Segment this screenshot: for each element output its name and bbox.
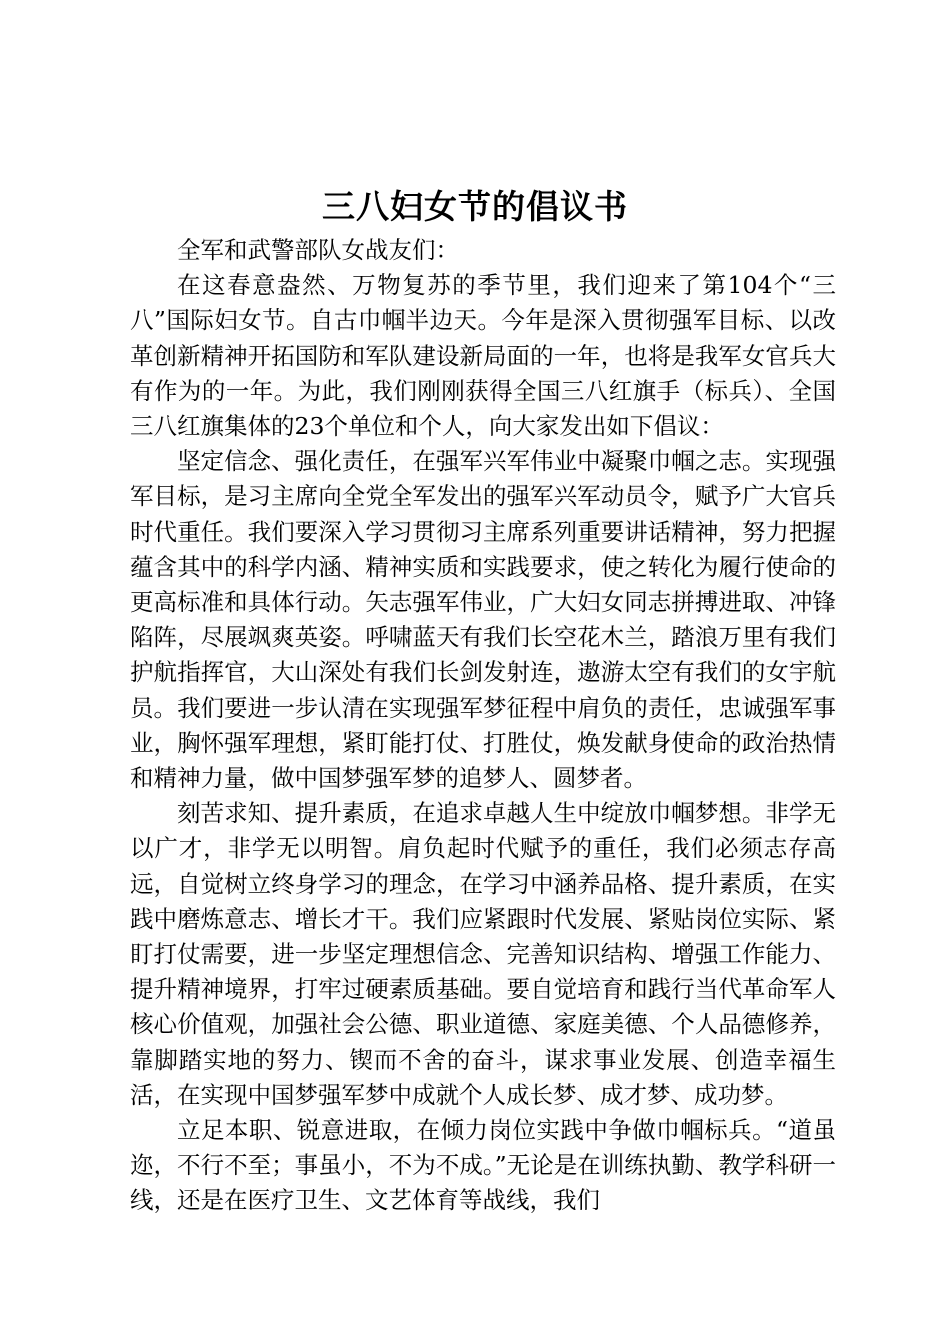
document-title: 三八妇女节的倡议书	[322, 187, 628, 226]
salutation: 全军和武警部队女战友们：	[177, 236, 459, 264]
document-body	[130, 233, 836, 1219]
paragraph-study: 刻苦求知、提升素质，在追求卓越人生中绽放巾帼梦想。非学无以广才，非学无以明智。肩负起时代赋予的重任，我们必须志存高远，自觉树立终身学习的理念，在学习中涵养品格、提升素质，在实践中磨炼意志、增长才干。我们应紧跟时代发展、紧贴岗位实际、紧盯打仗需要，进一步坚定理想信念、完善知识结构、增强工作能力、提升精神境界，打牢过硬素质基础。要自觉培育和践行当代革命军人核心价值观，加强社会公德、职业道德、家庭美德、个人品德修养，靠脚踏实地的努力、锲而不舍的奋斗，谋求事业发展、创造幸福生活，在实现中国梦强军梦中成就个人成长梦、成才梦、成功梦。	[130, 799, 836, 1109]
paragraph-belief: 坚定信念、强化责任，在强军兴军伟业中凝聚巾帼之志。实现强军目标，是习主席向全党全军发出的强军兴军动员令，赋予广大官兵时代重任。我们要深入学习贯彻习主席系列重要讲话精神，努力把握蕴含其中的科学内涵、精神实质和实践要求，使之转化为履行使命的更高标准和具体行动。矢志强军伟业，广大妇女同志拼搏进取、冲锋陷阵，尽展飒爽英姿。呼啸蓝天有我们长空花木兰，踏浪万里有我们护航指挥官，大山深处有我们长剑发射连，遨游太空有我们的女宇航员。我们要进一步认清在实现强军梦征程中肩负的责任，忠诚强军事业，胸怀强军理想，紧盯能打仗、打胜仗，焕发献身使命的政治热情和精神力量，做中国梦强军梦的追梦人、圆梦者。	[130, 447, 836, 793]
paragraph-intro: 在这春意盎然、万物复苏的季节里，我们迎来了第104个“三八”国际妇女节。自古巾帼半边天。今年是深入贯彻强军目标、以改革创新精神开拓国防和军队建设新局面的一年，也将是我军女官兵大有作为的一年。为此，我们刚刚获得全国三八红旗手（标兵）、全国三八红旗集体的23个单位和个人，向大家发出如下倡议：	[130, 271, 836, 441]
paragraph-duty: 立足本职、锐意进取，在倾力岗位实践中争做巾帼标兵。“道虽迩，不行不至；事虽小，不为不成。”无论是在训练执勤、教学科研一线，还是在医疗卫生、文艺体育等战线，我们	[130, 1116, 836, 1215]
